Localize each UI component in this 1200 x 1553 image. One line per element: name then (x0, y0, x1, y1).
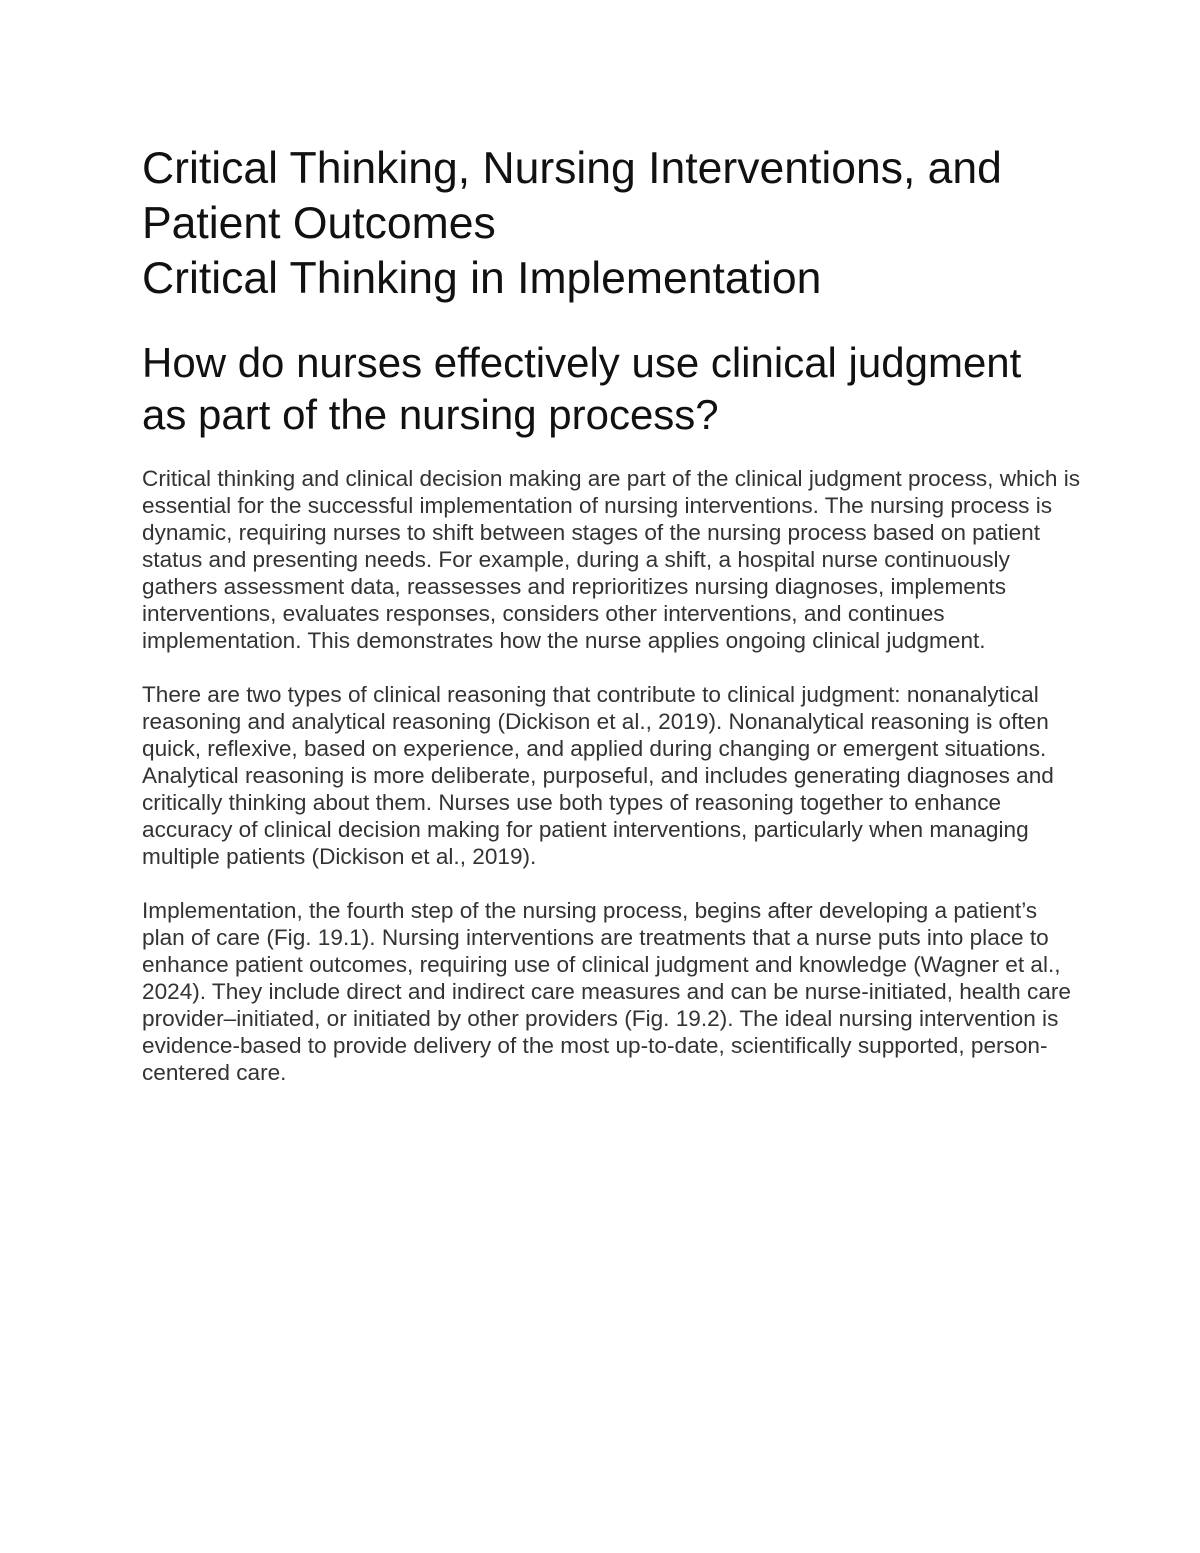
body-paragraph: Critical thinking and clinical decision making are part of the clinical judgment process, which is essential for the successful implementation of nursing interventions. The nursing process is dynamic, requiring nurses to shift between stages of the nursing process based on patient status and presenting needs. For example, during a shift, a hospital nurse continuously gathers assessment data, reassesses and reprioritizes nursing diagnoses, implements interventions, evaluates responses, considers other interventions, and continues implementation. This demonstrates how the nurse applies ongoing clinical judgment. (142, 466, 1081, 653)
document-title: Critical Thinking, Nursing Interventions, and Patient Outcomes (142, 144, 1002, 248)
body-paragraph: There are two types of clinical reasoning that contribute to clinical judgment: nonanalytical reasoning and analytical reasoning (Dickison et al., 2019). Nonanalytical reasoning is often quick, reflexive, based on experience, and applied during changing or emergent situations. Analytical reasoning is more deliberate, purposeful, and includes generating diagnoses and critically thinking about them. Nurses use both types of reasoning together to enhance accuracy of clinical decision making for patient interventions, particularly when managing multiple patients (Dickison et al., 2019). (142, 682, 1054, 869)
body-paragraph: Implementation, the fourth step of the nursing process, begins after developing a patient’s plan of care (Fig. 19.1). Nursing interventions are treatments that a nurse puts into place to enhance patient outcomes, requiring use of clinical judgment and knowledge (Wagner et al., 2024). They include direct and indirect care measures and can be nurse-initiated, health care provider–initiated, or initiated by other providers (Fig. 19.2). The ideal nursing intervention is evidence-based to provide delivery of the most up-to-date, scientifically supported, person-centered care. (142, 898, 1071, 1085)
document-subtitle: Critical Thinking in Implementation (142, 254, 822, 303)
document-page (142, 141, 1082, 1113)
section-question-heading: How do nurses effectively use clinical judgment as part of the nursing process? (142, 339, 1022, 438)
document-body (142, 465, 1082, 1086)
